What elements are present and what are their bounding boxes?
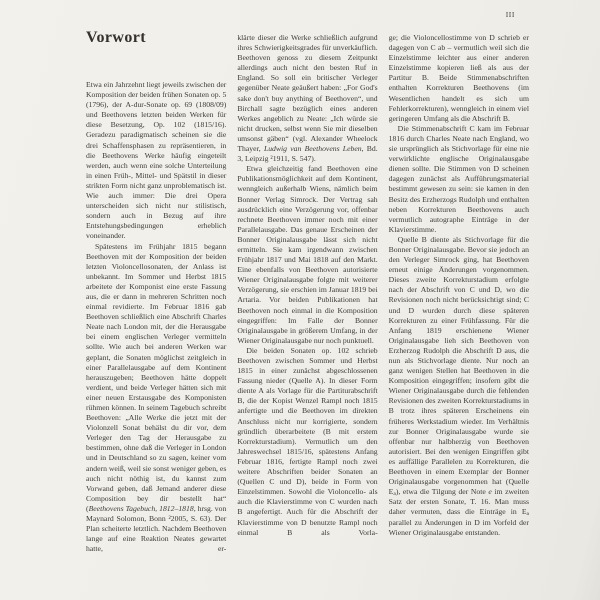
paragraph: Etwa ein Jahrzehnt liegt jeweils zwischen der Komposition der beiden frühen Sonaten op. 5 (1796), der A-dur-Sonate op. 69 (1808/09) und Beethovens letzten beiden Werken für diese Besetzung, Op. 102 (1815/16). Geradezu paradigmatisch scheinen sie die drei Schaffensphasen zu repräsentieren, in die Beethovens Werke häufig eingeteilt werden, auch wenn eine solche Unterteilung in einen Früh-, Mittel- und Spätstil in dieser strikten Form nicht ganz unproblematisch ist. Wie auch immer: Die drei Opera unterscheiden sich nicht nur stilistisch, sondern auch in Bezug auf ihre Entstehungsbedingungen erheblich voneinander. — [86, 80, 227, 241]
text-column-1 — [86, 33, 226, 554]
paragraph: Spätestens im Frühjahr 1815 begann Beethoven mit der Komposition der beiden letzten Violoncellosonaten, der Anlass ist unbekannt. Im Sommer und Herbst 1815 arbeitete der Komponist eine erste Fassung aus, die er dann in mehreren Schritten noch einmal revidierte. Im Februar 1816 gab Beethoven schließlich eine Abschrift Charles Neate nach London mit, der die Herausgabe bei einem englischen Verleger vermitteln sollte. Wie auch bei anderen Werken war geplant, die Sonaten möglichst zeitgleich in einer Parallelausgabe auf dem Kontinent herauszugeben; Beethoven hätte doppelt verdient, und beide Verleger hätten sich mit einer neuen Erstausgabe des Komponisten rühmen können. In seinem Tagebuch schreibt Beethoven: „Alle Werke die jetzt mit der Violonzell Sonat behälst du dir vor, dem Verleger den Tag der Herausgabe zu bestimmen, ohne daß die Verleger in London und in Deutschland so zu sagen, keiner vom andern weiß, weil sie sonst weniger geben, es auch nicht nöthig ist, du kannst zum Vorwand geben, daß Jemand anderer diese Composition bey dir bestellt hat“ (Beethovens Tagebuch, 1812–1818, hrsg. von Maynard Solomon, Bonn ²2005, S. 63). Der Plan scheiterte letztlich. Nachdem Beethoven lange auf eine Reaktion Neates gewartet hatte, er- — [86, 241, 227, 554]
paragraph: Etwa gleichzeitig fand Beethoven eine Publikationsmöglichkeit auf dem Kontinent, wenngleich außerhalb Wiens, nämlich beim Bonner Verlag Simrock. Der Vertrag sah ausdrücklich eine Verzögerung vor, offenbar rechnete Beethoven immer noch mit einer Parallelausgabe. Das genaue Erscheinen der Bonner Originalausgabe lässt sich nicht ermitteln. Sie kam irgendwann zwischen Frühjahr 1817 und Mai 1818 auf den Markt. Eine ebenfalls von Beethoven autorisierte Wiener Originalausgabe folgte mit weiterer Verzögerung, sie erschien im Januar 1819 bei Artaria. Vor beiden Publikationen hat Beethoven noch einmal in die Komposition eingegriffen: Im Falle der Bonner Originalausgabe in größerem Umfang, in der Wiener Originalausgabe nur noch punktuell. — [237, 164, 378, 345]
paragraph: Die Stimmenabschrift C kam im Februar 1816 durch Charles Neate nach England, wo sie ursprünglich als Stichvorlage für eine nie verwirklichte englische Originalausgabe dienen sollte. Die Stimmen von D scheinen dagegen zunächst als Aufführungsmaterial bestimmt gewesen zu sein: sie kamen in den Besitz des Erzherzogs Rudolph und enthalten neben Korrekturen Beethovens auch vermutlich autographe Einträge in der Klavierstimme. — [388, 123, 529, 234]
paragraph: Quelle B diente als Stichvorlage für die Bonner Originalausgabe. Bevor sie jedoch an den Verleger Simrock ging, hat Beethoven erneut einige Änderungen vorgenommen. Dieses zweite Korrekturstadium erfolgte nach der Abschrift von C und D, wo die Revisionen noch nicht berücksichtigt sind; C und D wurden durch diese späteren Korrekturen zu einer Frühfassung. Für die Anfang 1819 erschienene Wiener Originalausgabe lieh sich Beethoven von Erzherzog Rudolph die Abschrift D aus, die nun als Stichvorlage diente. Nur noch an ganz wenigen Stellen hat Beethoven in die Komposition eingegriffen; insofern gibt die Wiener Originalausgabe durch die fehlenden Revisionen des zweiten Korrekturstadiums in B trotz ihres späteren Erscheinens ein früheres Werkstadium wieder. Im Verhältnis zur Bonner Originalausgabe wurde sie offenbar nur halbherzig von Beethoven autorisiert. Bei den wenigen Eingriffen gibt es auffällige Parallelen zu Korrekturen, die Beethoven in einem Exemplar der Bonner Originalausgabe vorgenommen hat (Quelle $E_a$), etwa die Tilgung der Note e im zweiten Satz der ersten Sonate, T. 16. Man muss daher vermuten, dass die Einträge in $E_a$ parallel zu Änderungen in D im Vorfeld der Wiener Originalausgabe entstanden. — [388, 234, 529, 537]
paragraph: ge; die Violoncellostimme von D schrieb er dagegen von C ab – vermutlich weil sich die Einzelstimme leichter aus einer anderen Einzelstimme kopieren ließ als aus der Partitur B. Beide Stimmenabschriften enthalten Korrekturen Beethovens (im Wesentlichen handelt es sich um Fehlerkorrekturen), wenngleich in einem viel geringeren Umfang als die Abschrift B. — [388, 33, 529, 123]
paragraph: Die beiden Sonaten op. 102 schrieb Beethoven zwischen Sommer und Herbst 1815 in einer zunächst abgeschlossenen Fassung nieder (Quelle A). In dieser Form diente A als Vorlage für die Partiturabschrift B, die der Kopist Wenzel Rampl noch 1815 anfertigte und die Beethoven im direkten Anschluss nicht nur korrigierte, sondern gründlich überarbeitete (B mit erstem Korrekturstadium). Vermutlich um den Jahreswechsel 1815/16, spätestens Anfang Februar 1816, fertigte Rampl noch zwei weitere Abschriften beider Sonaten an (Quellen C und D), beide in Form von Einzelstimmen. Sowohl die Violoncello- als auch die Klavierstimme von C wurden nach B angefertigt. Auch für die Abschrift der Klavierstimme von D benutzte Rampl noch einmal B als Vorla- — [237, 345, 378, 537]
text-column-2 — [237, 33, 377, 554]
page-number: III — [505, 10, 515, 19]
text-columns — [86, 33, 529, 554]
text-column-3 — [389, 33, 529, 554]
paragraph: klärte dieser die Werke schließlich aufgrund ihres Schwierigkeitsgrades für unverkäuflich. Beethoven genoss zu diesem Zeitpunkt allerdings auch nicht den besten Ruf in England. So soll ein britischer Verleger gegenüber Neate geäußert haben: „For God's sake don't buy anything of Beethoven“, und Birchall sagte bezüglich eines anderen Werkes angeblich zu Neate: „Ich würde sie nicht drucken, selbst wenn Sie mir dieselben umsonst gäben“ (vgl. Alexander Wheelock Thayer, Ludwig van Beethovens Leben, Bd. 3, Leipzig ²1911, S. 547). — [237, 33, 378, 164]
page-title: Vorwort — [86, 29, 146, 46]
